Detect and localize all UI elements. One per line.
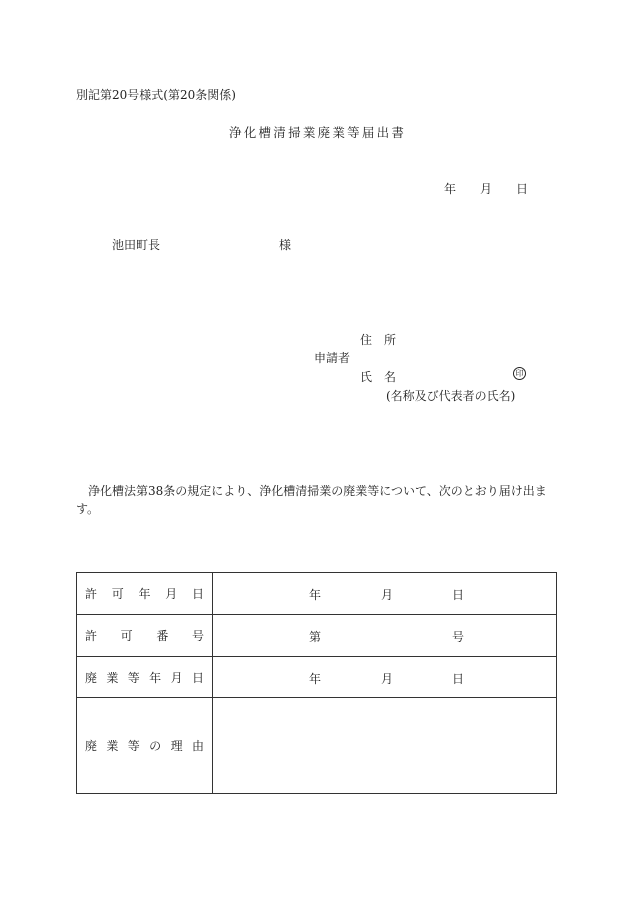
label-char: 日 [191, 670, 204, 685]
label-char: 許 [85, 587, 98, 601]
row-label-closure-date [77, 657, 213, 698]
document-title [229, 123, 404, 141]
title-char: 浄 [229, 125, 242, 140]
seal-mark: 印 [513, 367, 526, 380]
addressee: 池田町長 [112, 238, 161, 252]
label-char: 年 [149, 670, 162, 685]
label-char: 等 [127, 739, 140, 753]
name-note: (名称及び代表者の氏名) [386, 389, 516, 403]
year-label: 年 [309, 588, 322, 602]
title-char: 廃 [317, 125, 331, 140]
label-char: 廃 [85, 739, 98, 753]
label-char: 年 [138, 587, 151, 601]
table-row [77, 573, 557, 615]
day-label: 日 [452, 588, 465, 602]
date-month-label: 月 [480, 182, 493, 196]
honorific: 様 [279, 238, 292, 252]
row-label-permit-number [77, 615, 213, 657]
label-char: 号 [191, 629, 204, 643]
table-row [77, 615, 557, 657]
year-label: 年 [309, 672, 322, 686]
closure-reason-field[interactable] [213, 698, 557, 794]
month-label: 月 [381, 588, 394, 602]
title-char: 等 [347, 125, 360, 140]
label-char: 許 [85, 629, 98, 643]
label-char: 可 [111, 587, 124, 601]
label-char: 等 [127, 670, 140, 685]
row-label-permit-date [77, 573, 213, 615]
title-char: 化 [243, 125, 257, 140]
name-label-char: 氏 [360, 370, 373, 384]
body-text: 浄化槽法第38条の規定により、浄化槽清掃業の廃業等について、次のとおり届け出ます。 [76, 484, 547, 516]
number-suffix-label: 号 [452, 630, 465, 644]
label-char: の [149, 739, 162, 753]
date-day-label: 日 [516, 182, 529, 196]
day-label: 日 [452, 672, 465, 686]
label-char: 日 [191, 587, 204, 601]
number-prefix-label: 第 [309, 630, 322, 644]
title-char: 出 [376, 125, 390, 140]
label-char: 月 [165, 587, 178, 601]
table-row [77, 698, 557, 794]
form-reference: 別記第20号様式(第20条関係) [76, 88, 236, 102]
label-char: 廃 [85, 670, 98, 685]
label-char: 業 [106, 670, 119, 685]
name-label [360, 368, 396, 385]
permit-date-field[interactable] [213, 573, 557, 615]
title-char: 届 [361, 125, 375, 140]
permit-number-field[interactable] [213, 615, 557, 657]
title-char: 業 [332, 125, 345, 140]
closure-date-field[interactable] [213, 657, 557, 698]
label-char: 月 [170, 670, 183, 685]
title-char: 書 [391, 125, 404, 140]
name-label-char: 名 [383, 370, 396, 384]
label-char: 可 [120, 629, 133, 643]
address-label-char: 住 [360, 333, 373, 347]
row-label-closure-reason [77, 698, 213, 794]
label-char: 番 [156, 629, 169, 643]
applicant-label: 申請者 [314, 351, 351, 365]
title-char: 槽 [258, 125, 272, 140]
address-label [360, 331, 396, 348]
address-label-char: 所 [383, 333, 396, 347]
date-year-label: 年 [444, 182, 457, 196]
label-char: 由 [191, 739, 204, 753]
month-label: 月 [381, 672, 394, 686]
notification-table [76, 572, 557, 794]
table-row [77, 657, 557, 698]
label-char: 理 [170, 739, 183, 753]
title-char: 業 [302, 125, 316, 140]
title-char: 掃 [288, 125, 301, 140]
label-char: 業 [106, 739, 119, 753]
title-char: 清 [273, 125, 286, 140]
